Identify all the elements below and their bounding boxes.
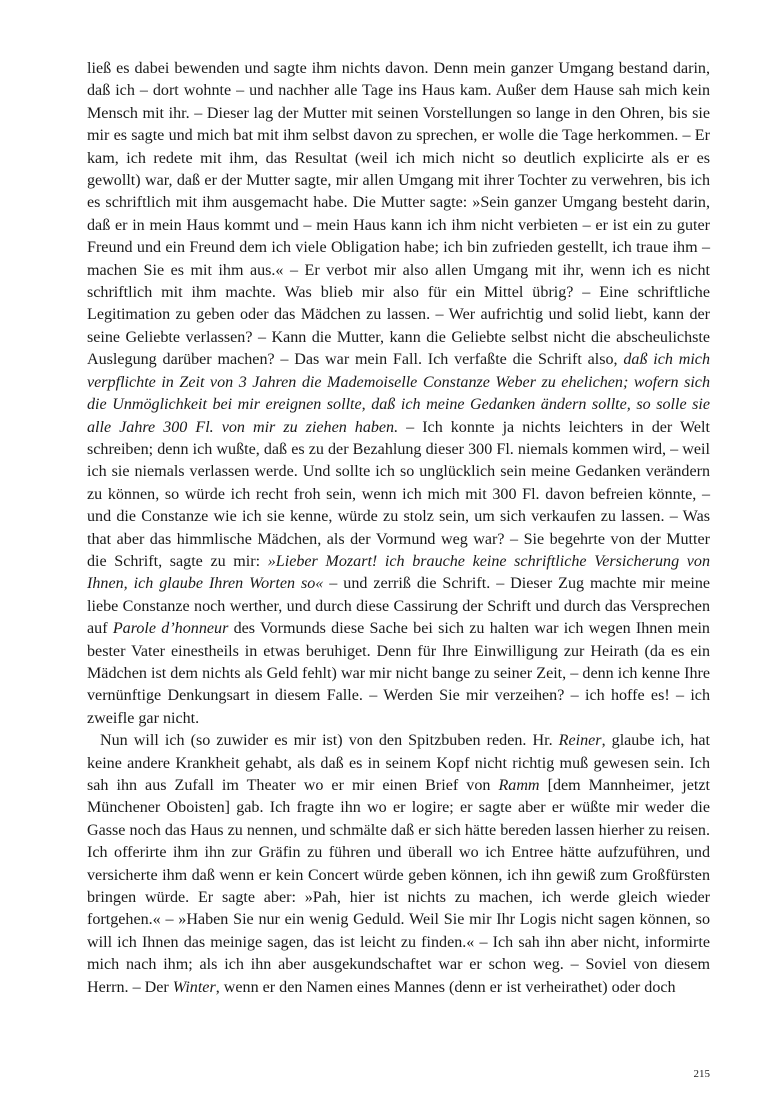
italic-run: Winter bbox=[172, 978, 216, 996]
text-run: , wenn er den Namen eines Mannes (denn er ist verheirathet) oder doch bbox=[215, 978, 676, 996]
page-number: 215 bbox=[693, 1068, 710, 1080]
text-run: ließ es dabei bewenden und sagte ihm nichts davon. Denn mein ganzer Umgang bestand darin, daß ich – dort wohnte – und nachher alle Tage ins Haus kam. Außer dem Hause sah mich kein Mensch mit ihr. – Dieser lag der Mutter mit seinen Vorstellungen so lange in den Ohren, bis sie mir es sagte und mich bat mit ihm selbst davon zu sprechen, er wolle die Tage herkommen. – Er kam, ich redete mit ihm, das Resultat (weil ich mich nicht so deutlich explicirte als er es gewollt) war, daß er der Mutter sagte, mir allen Umgang mit ihrer Tochter zu verwehren, bis ich es schriftlich mit ihm ausgemacht habe. Die Mutter sagte: »Sein ganzer Umgang besteht darin, daß er in mein Haus kommt und – mein Haus kann ich ihm nicht verbieten – er ist ein zu guter Freund und ein Freund dem ich viele Obligation habe; ich bin zufrieden gestellt, ich traue ihm – machen Sie es mit ihm aus.« – Er verbot mir also allen Umgang mit ihr, wenn ich es nicht schriftlich mit ihm machte. Was blieb mir also für ein Mittel übrig? – Eine schriftliche Legitimation zu geben oder das Mädchen zu lassen. – Wer aufrichtig und solid liebt, kann der seine Geliebte verlassen? – Kann die Mutter, kann die Geliebte selbst nicht die abscheulichste Auslegung darüber machen? – Das war mein Fall. Ich verfaßte die Schrift also, bbox=[87, 60, 710, 369]
text-run: – und zerriß die Schrift. – Dieser Zug machte mir meine liebe Constanze noch werther, und durch diese Cassirung der Schrift und durch das Versprechen auf bbox=[87, 575, 711, 638]
text-run: , glaube ich, hat keine andere Krankheit gehabt, als daß es in seinem Kopf nicht richtig muß gewesen sein. Ich sah ihn aus Zufall im Theater wo er mir einen Brief von bbox=[87, 732, 711, 794]
paragraph bbox=[87, 730, 710, 999]
text-run: Nun will ich (so zuwider es mir ist) von den Spitzbuben reden. Hr. bbox=[100, 732, 559, 750]
italic-run: daß ich mich verpflichte in Zeit von 3 Jahren die Mademoiselle Constanze Weber zu ehelichen; wofern sich die Unmöglichkeit bei mir ereignen sollte, daß ich meine Gedanken ändern sollte, so solle sie alle Jahre 300 Fl. von mir zu ziehen haben. bbox=[87, 351, 710, 436]
body-text bbox=[87, 58, 710, 999]
text-run: des Vormunds diese Sache bei sich zu halten war ich wegen Ihnen mein bester Vater einestheils in etwas beruhiget. Denn für Ihre Einwilligung zur Heirath (da es ein Mädchen ist dem nichts als Geld fehlt) war mir nicht bange zu seiner Zeit, – denn ich kenne Ihre vernünftige Denkungsart in diesem Falle. – Werden Sie mir verzeihen? – ich hoffe es! – ich zweifle gar nicht. bbox=[87, 620, 710, 727]
italic-run: Parole d’honneur bbox=[112, 620, 229, 638]
text-run: – Ich konnte ja nichts leichters in der Welt schreiben; denn ich wußte, daß es zu der Bezahlung dieser 300 Fl. niemals kommen wird, – weil ich sie niemals verlassen werde. Und sollte ich so unglücklich sein meine Gedanken verändern zu können, so würde ich recht froh sein, wenn ich mich mit 300 Fl. davon befreien könnte, – und die Constanze wie ich sie kenne, würde zu stolz sein, um sich verkaufen zu lassen. – Was that aber das himmlische Mädchen, als der Vormund weg war? – Sie begehrte von der Mutter die Schrift, sagte zu mir: bbox=[87, 418, 710, 570]
italic-run: »Lieber Mozart! ich brauche keine schriftliche Versicherung von Ihnen, ich glaube Ihren Worten so« bbox=[87, 552, 710, 593]
text-run: [dem Mannheimer, jetzt Münchener Oboisten] gab. Ich fragte ihn wo er logire; er sagte aber er wüßte mir weder die Gasse noch das Haus zu nennen, und schmälte daß er sich hätte bereden lassen hierher zu reisen. Ich offerirte ihm ihn zur Gräfin zu führen und überall wo ich Entree hätte aufzuführen, und versicherte ihm daß wenn er kein Concert würde geben können, ich ihn gewiß zum Großfürsten bringen würde. Er sagte aber: »Pah, hier ist nichts zu machen, ich werde gleich wieder fortgehen.« – »Haben Sie nur ein wenig Geduld. Weil Sie mir Ihr Logis nicht sagen können, so will ich Ihnen das meinige sagen, das ist leicht zu finden.« – Ich sah ihn aber nicht, informirte mich nach ihm; als ich ihn aber ausgekundschaftet war er schon weg. – Soviel von diesem Herrn. – Der bbox=[87, 777, 710, 996]
paragraph bbox=[87, 58, 710, 730]
italic-run: Ramm bbox=[498, 777, 540, 794]
italic-run: Reiner bbox=[558, 732, 602, 750]
